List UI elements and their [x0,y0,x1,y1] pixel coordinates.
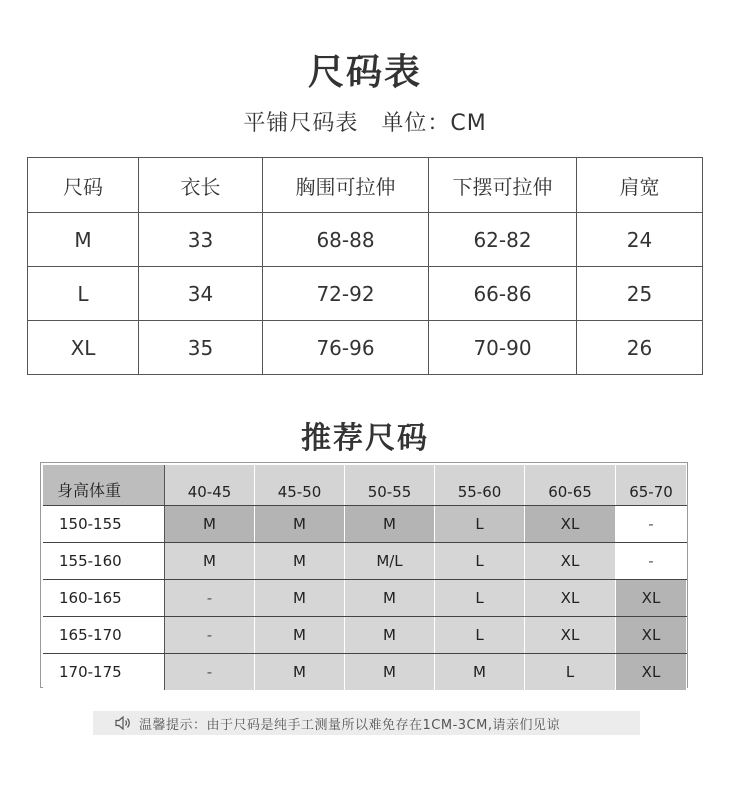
cell: 33 [139,213,263,267]
size-cell: XL [616,654,687,691]
size-cell: M [435,654,525,691]
cell: 68-88 [263,213,429,267]
header-hem: 下摆可拉伸 [429,158,577,213]
size-cell: XL [525,506,616,543]
size-cell: - [165,580,255,617]
size-cell: L [435,506,525,543]
page-subtitle: 平铺尺码表 单位：CM [243,111,487,136]
header-size: 尺码 [28,158,139,213]
size-cell: M [345,617,435,654]
cell: 26 [577,321,703,375]
size-cell: M [345,506,435,543]
cell: 24 [577,213,703,267]
size-cell: - [165,617,255,654]
cell: 72-92 [263,267,429,321]
tip-banner [93,711,640,735]
weight-header: 50-55 [345,465,435,506]
cell: 62-82 [429,213,577,267]
size-table [27,157,703,375]
header-shoulder: 肩宽 [577,158,703,213]
size-cell: L [435,543,525,580]
height-label: 155-160 [43,543,165,580]
corner-label: 身高体重 [43,465,165,506]
size-cell: M/L [345,543,435,580]
size-cell: M [255,617,345,654]
size-cell: M [255,580,345,617]
tip-text: 温馨提示：由于尺码是纯手工测量所以难免存在1CM-3CM,请亲们见谅 [139,717,560,733]
size-table-header [28,158,703,213]
page-title: 尺码表 [307,52,422,93]
cell: 76-96 [263,321,429,375]
size-cell: XL [525,543,616,580]
table-row [43,580,687,617]
recommend-table-frame [40,462,688,688]
size-cell: XL [525,617,616,654]
size-cell: M [255,543,345,580]
size-cell: L [435,617,525,654]
cell: 34 [139,267,263,321]
weight-header: 60-65 [525,465,616,506]
cell: 66-86 [429,267,577,321]
size-cell: - [616,506,687,543]
recommend-table [43,465,687,691]
size-cell: M [255,654,345,691]
cell: L [28,267,139,321]
recommend-title: 推荐尺码 [301,421,429,456]
header-length: 衣长 [139,158,263,213]
height-label: 165-170 [43,617,165,654]
size-cell: L [525,654,616,691]
table-row [28,267,703,321]
size-cell: XL [616,617,687,654]
size-cell: M [165,543,255,580]
cell: 35 [139,321,263,375]
size-cell: M [345,580,435,617]
cell: M [28,213,139,267]
size-cell: - [165,654,255,691]
weight-header: 55-60 [435,465,525,506]
height-label: 170-175 [43,654,165,691]
cell: 70-90 [429,321,577,375]
table-row [43,654,687,691]
size-cell: M [165,506,255,543]
size-cell: L [435,580,525,617]
size-cell: M [255,506,345,543]
weight-header: 45-50 [255,465,345,506]
table-row [43,506,687,543]
table-row [43,617,687,654]
speaker-icon [115,716,131,730]
table-row [28,321,703,375]
recommend-header [43,465,687,506]
size-cell: XL [616,580,687,617]
cell: 25 [577,267,703,321]
table-row [43,543,687,580]
weight-header: 40-45 [165,465,255,506]
size-cell: - [616,543,687,580]
size-cell: M [345,654,435,691]
height-label: 160-165 [43,580,165,617]
weight-header: 65-70 [616,465,687,506]
cell: XL [28,321,139,375]
header-chest: 胸围可拉伸 [263,158,429,213]
table-row [28,213,703,267]
height-label: 150-155 [43,506,165,543]
size-cell: XL [525,580,616,617]
